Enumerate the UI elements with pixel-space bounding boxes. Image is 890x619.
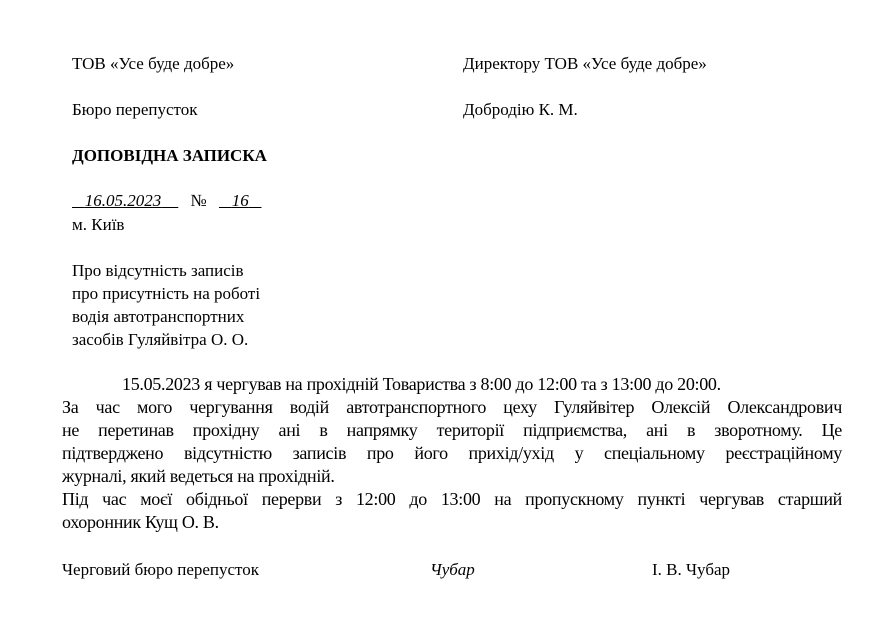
subject-line: засобів Гуляйвітра О. О.: [72, 330, 249, 349]
subject-line: про присутність на роботі: [72, 284, 261, 303]
document-date: 16.05.2023: [84, 191, 162, 210]
number-suffix-underline: [249, 191, 262, 210]
department: Бюро перепусток: [72, 100, 198, 119]
number-prefix-underline: [219, 191, 232, 210]
body-line: 15.05.2023 я чергував на прохідній Товариства з 8:00 до 12:00 та з 13:00 до 20:00.: [122, 374, 721, 394]
document-title: ДОПОВІДНА ЗАПИСКА: [72, 146, 267, 165]
document-number: 16: [231, 191, 249, 210]
signer-position: Черговий бюро перепусток: [62, 560, 260, 579]
body-line: журналі, який ведеться на прохідній.: [62, 466, 335, 486]
date-prefix-underline: [72, 191, 85, 210]
body-line: Під час моєї обідньої перерви з 12:00 до 13:00 на пропускному пункті чергував старший: [62, 489, 842, 509]
body-line: охоронник Кущ О. В.: [62, 512, 219, 532]
body-line: За час мого чергування водій автотранспортного цеху Гуляйвітер Олексій Олександрович: [62, 397, 842, 417]
subject-line: водія автотранспортних: [72, 307, 245, 326]
number-sign: №: [190, 191, 207, 210]
body-line: не перетинав прохідну ані в напрямку території підприємства, ані в зворотному. Це: [62, 420, 842, 440]
body-line: підтверджено відсутністю записів про його прихід/ухід у спеціальному реєстраційному: [62, 443, 842, 463]
addressee: Директору ТОВ «Усе буде добре»: [463, 54, 707, 73]
city: м. Київ: [72, 215, 125, 234]
date-suffix-underline: [161, 191, 178, 210]
handwritten-signature: Чубар: [430, 560, 475, 579]
date-number-line: [72, 189, 261, 212]
signer-name: І. В. Чубар: [652, 560, 731, 579]
subject-line: Про відсутність записів: [72, 261, 244, 280]
addressee-name: Добродію К. М.: [463, 100, 578, 119]
org-name: ТОВ «Усе буде добре»: [72, 54, 235, 73]
